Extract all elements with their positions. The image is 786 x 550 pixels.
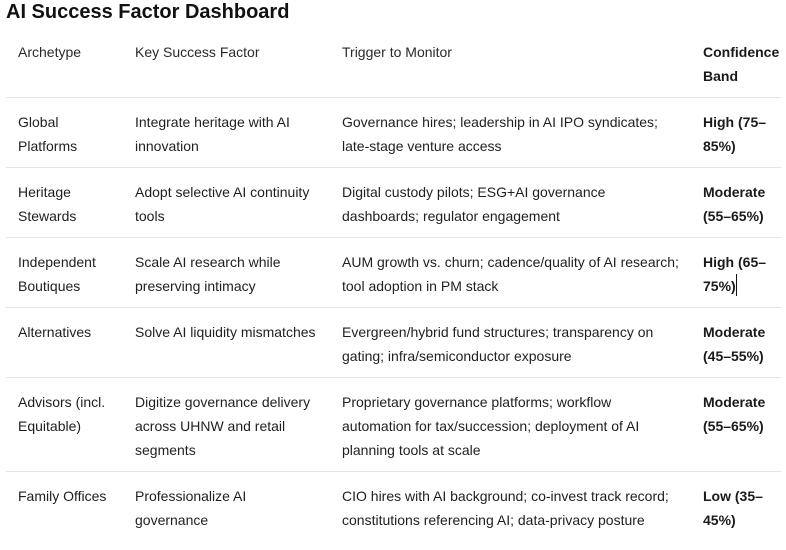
archetype-cell: Heritage Stewards <box>6 168 123 238</box>
trigger-cell: Governance hires; leadership in AI IPO syndicates; late-stage venture access <box>330 98 691 168</box>
column-header-archetype: Archetype <box>6 28 123 98</box>
trigger-cell: Evergreen/hybrid fund structures; transparency on gating; infra/semiconductor exposure <box>330 308 691 378</box>
table-row <box>6 168 781 238</box>
table-row <box>6 98 781 168</box>
table-row <box>6 378 781 472</box>
confidence-band-cell: Low (35–45%) <box>703 488 763 528</box>
confidence-band-cell: Moderate (55–65%) <box>691 378 781 472</box>
success-factor-cell: Professionalize AI governance <box>135 488 247 528</box>
column-header-key-success-factor: Key Success Factor <box>123 28 330 98</box>
column-header-confidence-band: Confidence Band <box>691 28 781 98</box>
confidence-band-cell[interactable] <box>691 238 781 308</box>
confidence-band-cell: Moderate (55–65%) <box>691 168 781 238</box>
success-factor-cell: Scale AI research while preserving intimacy <box>123 238 330 308</box>
success-factor-table <box>6 28 781 541</box>
confidence-band-cell: Moderate (45–55%) <box>691 308 781 378</box>
archetype-cell: Alternatives <box>6 308 123 378</box>
confidence-band-text: High (65–75%) <box>703 254 767 294</box>
archetype-cell: Independent Boutiques <box>6 238 123 308</box>
page-title: AI Success Factor Dashboard <box>6 1 290 23</box>
table-row <box>6 472 781 542</box>
trigger-cell: CIO hires with AI background; co-invest track record; constitutions referencing AI; data-privacy posture <box>342 488 669 528</box>
archetype-cell: Family Offices <box>18 488 107 504</box>
archetype-cell: Advisors (incl. Equitable) <box>6 378 123 472</box>
confidence-band-cell: High (75–85%) <box>691 98 781 168</box>
table-row <box>6 238 781 308</box>
trigger-cell: Digital custody pilots; ESG+AI governance dashboards; regulator engagement <box>330 168 691 238</box>
table-header-row <box>6 28 781 98</box>
trigger-cell: Proprietary governance platforms; workflow automation for tax/succession; deployment of AI planning tools at scale <box>330 378 691 472</box>
success-factor-cell: Adopt selective AI continuity tools <box>123 168 330 238</box>
column-header-trigger-to-monitor: Trigger to Monitor <box>330 28 691 98</box>
success-factor-cell: Digitize governance delivery across UHNW and retail segments <box>123 378 330 472</box>
success-factor-cell: Integrate heritage with AI innovation <box>123 98 330 168</box>
success-factor-cell: Solve AI liquidity mismatches <box>123 308 330 378</box>
trigger-cell: AUM growth vs. churn; cadence/quality of AI research; tool adoption in PM stack <box>330 238 691 308</box>
table-row <box>6 308 781 378</box>
archetype-cell: Global Platforms <box>6 98 123 168</box>
text-cursor <box>736 274 737 296</box>
